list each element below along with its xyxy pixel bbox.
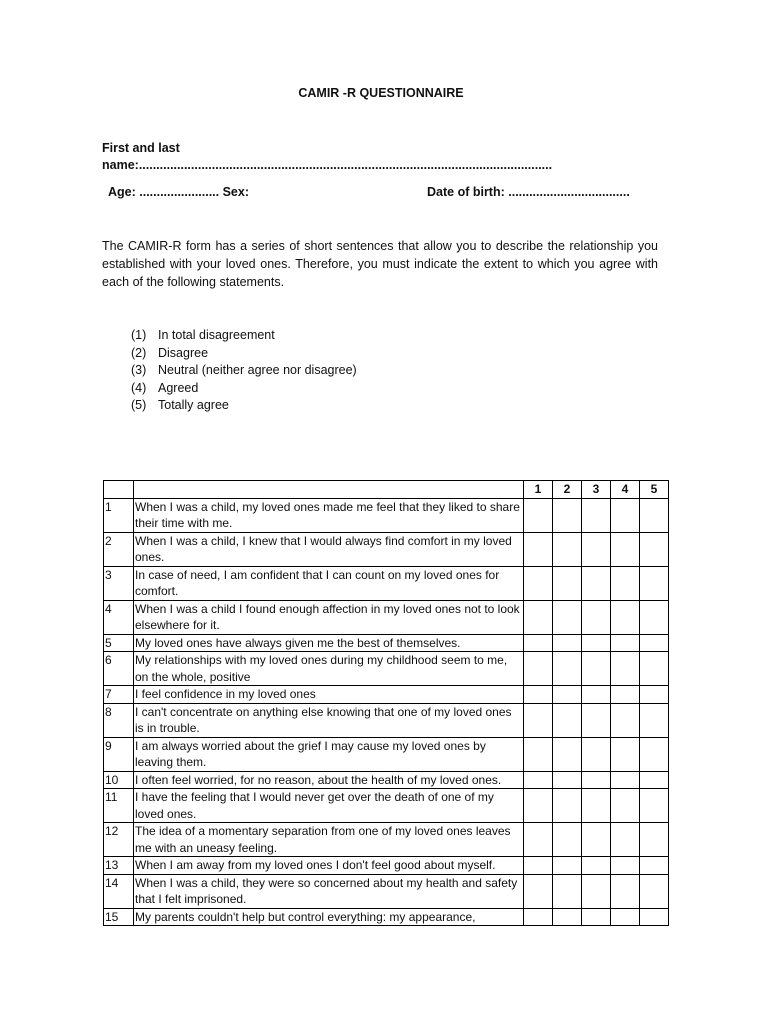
response-cell-2[interactable] (553, 532, 582, 566)
item-statement: My loved ones have always given me the best of themselves. (134, 634, 524, 652)
response-cell-1[interactable] (524, 703, 553, 737)
response-cell-2[interactable] (553, 686, 582, 704)
response-cell-1[interactable] (524, 857, 553, 875)
table-row (104, 566, 669, 600)
response-cell-4[interactable] (611, 857, 640, 875)
response-cell-5[interactable] (640, 634, 669, 652)
table-row (104, 908, 669, 926)
table-row (104, 498, 669, 532)
response-cell-2[interactable] (553, 652, 582, 686)
item-statement: I often feel worried, for no reason, about the health of my loved ones. (134, 771, 524, 789)
item-number: 1 (104, 498, 134, 532)
response-cell-4[interactable] (611, 771, 640, 789)
header-scale-1: 1 (524, 481, 553, 499)
response-cell-4[interactable] (611, 789, 640, 823)
response-cell-3[interactable] (582, 634, 611, 652)
response-cell-3[interactable] (582, 737, 611, 771)
header-blank-cell (104, 481, 134, 499)
response-cell-1[interactable] (524, 634, 553, 652)
header-scale-2: 2 (553, 481, 582, 499)
table-row (104, 771, 669, 789)
item-number: 13 (104, 857, 134, 875)
response-cell-5[interactable] (640, 703, 669, 737)
response-cell-5[interactable] (640, 737, 669, 771)
response-cell-4[interactable] (611, 634, 640, 652)
response-cell-1[interactable] (524, 908, 553, 926)
response-cell-2[interactable] (553, 874, 582, 908)
date-of-birth-field: Date of birth: ................................... (427, 185, 630, 199)
item-number: 12 (104, 823, 134, 857)
table-row (104, 600, 669, 634)
response-cell-3[interactable] (582, 652, 611, 686)
response-cell-2[interactable] (553, 789, 582, 823)
response-cell-1[interactable] (524, 737, 553, 771)
item-number: 7 (104, 686, 134, 704)
scale-item (131, 380, 357, 398)
response-scale (131, 327, 357, 415)
response-cell-5[interactable] (640, 686, 669, 704)
response-cell-5[interactable] (640, 771, 669, 789)
response-cell-4[interactable] (611, 498, 640, 532)
scale-label: Neutral (neither agree nor disagree) (158, 363, 357, 377)
response-cell-4[interactable] (611, 532, 640, 566)
response-cell-5[interactable] (640, 498, 669, 532)
scale-label: In total disagreement (158, 328, 275, 342)
response-cell-5[interactable] (640, 874, 669, 908)
response-cell-2[interactable] (553, 823, 582, 857)
response-cell-5[interactable] (640, 857, 669, 875)
item-statement: I can't concentrate on anything else knowing that one of my loved ones is in trouble. (134, 703, 524, 737)
response-cell-2[interactable] (553, 498, 582, 532)
item-statement: I have the feeling that I would never get over the death of one of my loved ones. (134, 789, 524, 823)
response-cell-2[interactable] (553, 566, 582, 600)
item-number: 14 (104, 874, 134, 908)
scale-number: (1) (131, 328, 147, 342)
response-cell-1[interactable] (524, 600, 553, 634)
response-cell-3[interactable] (582, 566, 611, 600)
header-scale-4: 4 (611, 481, 640, 499)
item-number: 9 (104, 737, 134, 771)
response-cell-2[interactable] (553, 737, 582, 771)
response-cell-3[interactable] (582, 498, 611, 532)
scale-number: (4) (131, 380, 147, 395)
scale-number: (2) (131, 345, 147, 360)
table-row (104, 686, 669, 704)
item-number: 4 (104, 600, 134, 634)
table-row (104, 823, 669, 857)
item-number: 5 (104, 634, 134, 652)
scale-number: (5) (131, 398, 147, 412)
response-cell-4[interactable] (611, 823, 640, 857)
table-row (104, 737, 669, 771)
response-cell-1[interactable] (524, 532, 553, 566)
age-sex-field: Age: ....................... Sex: (108, 185, 250, 199)
table-row (104, 652, 669, 686)
response-cell-1[interactable] (524, 686, 553, 704)
item-number: 15 (104, 908, 134, 926)
scale-item (131, 397, 357, 415)
response-cell-4[interactable] (611, 737, 640, 771)
scale-item (131, 327, 357, 345)
item-number: 3 (104, 566, 134, 600)
response-cell-5[interactable] (640, 652, 669, 686)
response-cell-3[interactable] (582, 857, 611, 875)
response-cell-3[interactable] (582, 771, 611, 789)
item-statement: The idea of a momentary separation from one of my loved ones leaves me with an uneasy feeling. (134, 823, 524, 857)
item-statement: I am always worried about the grief I may cause my loved ones by leaving them. (134, 737, 524, 771)
response-cell-4[interactable] (611, 908, 640, 926)
scale-item (131, 362, 357, 380)
item-statement: When I am away from my loved ones I don't feel good about myself. (134, 857, 524, 875)
response-cell-3[interactable] (582, 789, 611, 823)
header-scale-3: 3 (582, 481, 611, 499)
response-cell-4[interactable] (611, 566, 640, 600)
response-cell-3[interactable] (582, 600, 611, 634)
item-statement: I feel confidence in my loved ones (134, 686, 524, 704)
response-cell-2[interactable] (553, 857, 582, 875)
item-statement: When I was a child, they were so concerned about my health and safety that I felt imprisoned. (134, 874, 524, 908)
item-statement: When I was a child I found enough affection in my loved ones not to look elsewhere for it. (134, 600, 524, 634)
header-scale-5: 5 (640, 481, 669, 499)
table-row (104, 874, 669, 908)
response-cell-3[interactable] (582, 823, 611, 857)
item-statement: In case of need, I am confident that I can count on my loved ones for comfort. (134, 566, 524, 600)
response-cell-2[interactable] (553, 703, 582, 737)
response-cell-1[interactable] (524, 874, 553, 908)
item-number: 6 (104, 652, 134, 686)
table-row (104, 532, 669, 566)
item-statement: When I was a child, I knew that I would always find comfort in my loved ones. (134, 532, 524, 566)
table-row (104, 703, 669, 737)
response-cell-4[interactable] (611, 686, 640, 704)
item-number: 11 (104, 789, 134, 823)
table-row (104, 634, 669, 652)
item-statement: My relationships with my loved ones during my childhood seem to me, on the whole, positive (134, 652, 524, 686)
item-number: 2 (104, 532, 134, 566)
response-cell-5[interactable] (640, 823, 669, 857)
scale-number: (3) (131, 363, 147, 377)
response-cell-5[interactable] (640, 908, 669, 926)
response-cell-5[interactable] (640, 532, 669, 566)
response-cell-4[interactable] (611, 874, 640, 908)
scale-item (131, 345, 357, 363)
response-cell-2[interactable] (553, 600, 582, 634)
table-row (104, 857, 669, 875)
response-cell-1[interactable] (524, 498, 553, 532)
response-cell-1[interactable] (524, 789, 553, 823)
response-cell-4[interactable] (611, 652, 640, 686)
response-cell-5[interactable] (640, 789, 669, 823)
response-cell-3[interactable] (582, 686, 611, 704)
response-cell-1[interactable] (524, 652, 553, 686)
name-field (102, 140, 552, 174)
name-label-line2: name:....................................................................................................................... (102, 158, 553, 172)
response-cell-1[interactable] (524, 823, 553, 857)
response-cell-1[interactable] (524, 566, 553, 600)
questionnaire-table (103, 480, 669, 926)
response-cell-4[interactable] (611, 703, 640, 737)
response-cell-3[interactable] (582, 703, 611, 737)
item-number: 10 (104, 771, 134, 789)
page-title: CAMIR -R QUESTIONNAIRE (298, 86, 464, 100)
response-cell-2[interactable] (553, 634, 582, 652)
response-cell-3[interactable] (582, 908, 611, 926)
table-header-row (104, 481, 669, 499)
header-blank-cell (134, 481, 524, 499)
response-cell-3[interactable] (582, 532, 611, 566)
response-cell-3[interactable] (582, 874, 611, 908)
scale-label: Totally agree (158, 398, 229, 412)
name-label-line1: First and last (102, 141, 180, 155)
response-cell-4[interactable] (611, 600, 640, 634)
response-cell-5[interactable] (640, 566, 669, 600)
response-cell-5[interactable] (640, 600, 669, 634)
item-statement: My parents couldn't help but control everything: my appearance, (134, 908, 524, 926)
item-statement: When I was a child, my loved ones made me feel that they liked to share their time with me. (134, 498, 524, 532)
scale-label: Agreed (158, 380, 199, 395)
response-cell-2[interactable] (553, 908, 582, 926)
intro-paragraph: The CAMIR-R form has a series of short sentences that allow you to describe the relationship you established with your loved ones. Therefore, you must indicate the extent to which you agree with each of the following statements. (102, 239, 658, 289)
response-cell-2[interactable] (553, 771, 582, 789)
response-cell-1[interactable] (524, 771, 553, 789)
item-number: 8 (104, 703, 134, 737)
scale-label: Disagree (158, 345, 209, 360)
table-row (104, 789, 669, 823)
